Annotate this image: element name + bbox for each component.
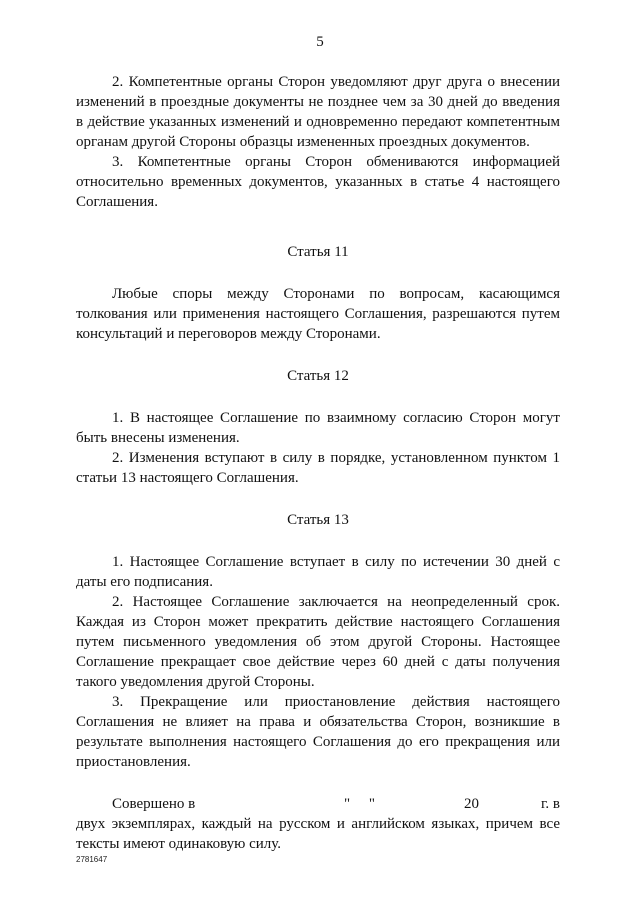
document-code: 2781647 [76,855,108,864]
paragraph: 2. Изменения вступают в силу в порядке, установленном пунктом 1 статьи 13 настоящего Соглашения. [76,450,560,486]
paragraph: 3. Компетентные органы Сторон обмениваются информацией относительно временных документов, указанных в статье 4 настоящего Соглашения. [76,154,560,210]
signing-clause [76,794,560,854]
article-12-title: Статья 12 [287,368,349,384]
paragraph: 2. Настоящее Соглашение заключается на неопределенный срок. Каждая из Сторон может прекратить действие настоящего Соглашения путем письменного уведомления об этом другой Стороны. Настоящее Соглашение прекращает свое действие через 60 дней с даты получения такого уведомления другой Стороны. [76,594,560,690]
done-in-label: Совершено в [112,796,196,812]
page-number: 5 [316,34,324,50]
year-suffix: г. в [540,796,560,812]
paragraph: Любые споры между Сторонами по вопросам, касающимся толкования или применения настоящего Соглашения, разрешаются путем консультаций и переговоров между Сторонами. [76,286,560,342]
paragraph: 2. Компетентные органы Сторон уведомляют друг друга о внесении изменений в проездные документы не позднее чем за 30 дней до введения в действие указанных изменений и одновременно передают компетентным органам другой Стороны образцы измененных проездных документов. [76,74,560,150]
paragraph: 1. Настоящее Соглашение вступает в силу по истечении 30 дней с даты его подписания. [76,554,560,590]
signing-rest: двух экземплярах, каждый на русском и английском языках, причем все тексты имеют одинаковую силу. [76,816,560,852]
article-13-title: Статья 13 [287,512,349,528]
signing-line [76,794,560,814]
year-prefix: 20 [464,796,479,812]
date-quotes: " " [344,796,375,812]
paragraph: 3. Прекращение или приостановление действия настоящего Соглашения не влияет на права и обязательства Сторон, возникшие в результате выполнения настоящего Соглашения до его прекращения или приостановления. [76,694,560,770]
article-11-title: Статья 11 [287,244,349,260]
document-body [76,72,560,854]
paragraph: 1. В настоящее Соглашение по взаимному согласию Сторон могут быть внесены изменения. [76,410,560,446]
